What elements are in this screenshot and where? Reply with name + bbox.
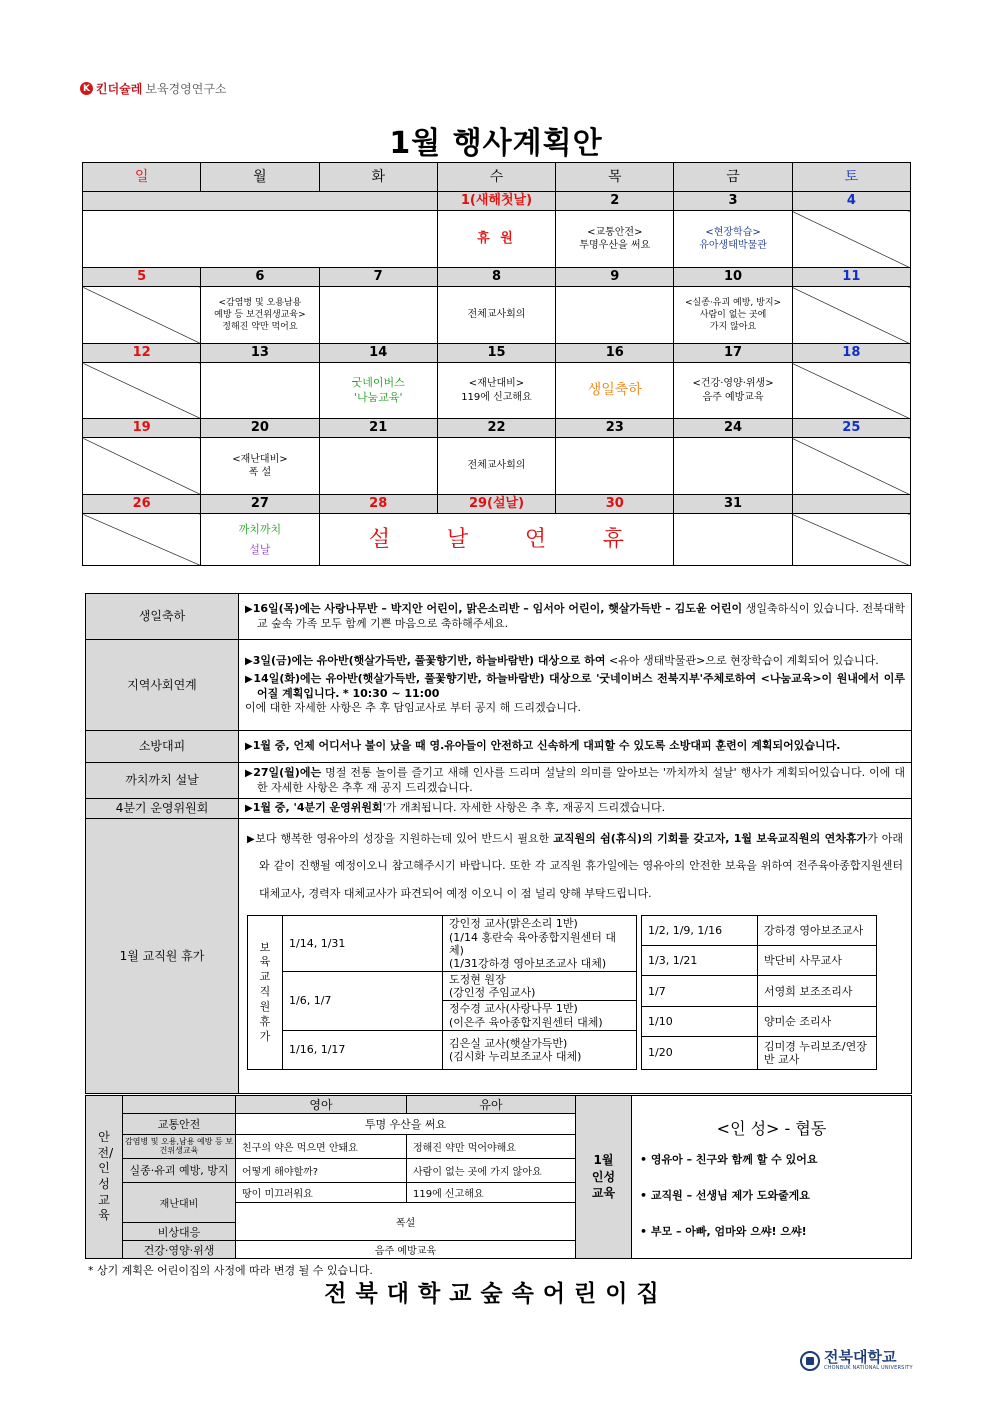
date-4: 4 [792,192,910,211]
col-child: 유아 [407,1096,576,1114]
page-title: 1월 행사계획안 [389,126,603,161]
staff-line: (강인정 주임교사) [449,986,536,1000]
university-logo [800,1350,913,1371]
arrow-icon: ▶ [245,655,253,667]
date-26: 26 [83,495,201,514]
event-text: 설날 [249,542,271,556]
col-infant: 영아 [236,1096,407,1114]
vacation-date: 1/10 [642,1007,758,1037]
university-emblem-icon [800,1351,820,1371]
calendar-table [82,162,911,566]
staff-line: 도정현 원장 [449,973,506,987]
date-8: 8 [437,268,555,287]
date-17: 17 [674,344,792,363]
event-text: 음주 예방교육 [702,391,764,403]
weekday-thu: 목 [556,163,674,192]
community-p1-bold: 3일(금)에는 유아반(햇살가득반, 풀꽃향기반, 하늘바람반) 대상으로 하여 [252,653,606,667]
date-9: 9 [556,268,674,287]
empty-cell [674,438,792,495]
holiday-char: 설 [368,526,391,552]
logo-mark-icon: K [80,82,93,95]
diagonal-cell [83,438,201,495]
character-item-text: 영유아 – 친구와 함께 할 수 있어요 [650,1152,818,1166]
date-5: 5 [83,268,201,287]
vacation-vertical-label [248,916,283,1070]
fire-desc: 1월 중, 언제 어디서나 불이 났을 때 영.유아들이 안전하고 신속하게 대피할 수 있도록 소방대피 훈련이 계획되어있습니다. [252,739,841,753]
staff-line: (1/14 홍란숙 육아종합지원센터 대체) [449,930,616,957]
row-text: 투명 우산을 써요 [236,1114,576,1135]
date-12: 12 [83,344,201,363]
date-20: 20 [201,419,319,438]
character-item: • 영유아 – 친구와 함께 할 수 있어요 [640,1152,818,1166]
character-item: • 부모 – 아빠, 엄마와 으쌰! 으쌰! [640,1224,807,1238]
committee-text [239,799,912,819]
date-7: 7 [319,268,437,287]
row-text: 정해진 약만 먹어야해요 [407,1135,576,1159]
event-teacher-meeting: 전체교사회의 [437,287,555,344]
event-birthday: 생일축하 [556,363,674,419]
row-text: 어떻게 해야할까? [236,1159,407,1183]
event-label: 예방 등 보건위생교육> [214,309,306,320]
fire-text [239,731,912,763]
vacation-staff [443,1001,637,1030]
vacation-date: 1/3, 1/21 [642,946,758,976]
safety-side-label [86,1096,123,1259]
vacation-vlabel: 보육교직원휴가 [259,940,271,1043]
week1-empty-date [83,192,438,211]
event-traffic-safety [556,211,674,268]
character-item: • 교직원 – 선생님 제가 도와줄게요 [640,1188,810,1202]
event-missing-prevention [674,287,792,344]
vacation-label: 1월 교직원 휴가 [86,818,239,1093]
vacation-staff: 양미순 조리사 [758,1007,877,1037]
university-name-en: CHONBUK NATIONAL UNIVERSITY [824,1365,913,1371]
event-label: <실종·유괴 예방, 방지> [685,297,782,308]
arrow-icon: ▶ [247,833,256,845]
event-label: <재난대비> [232,453,288,465]
date-14: 14 [319,344,437,363]
date-29: 29(설날) [437,495,555,514]
event-text: 투명우산을 써요 [579,240,651,251]
event-text: 119에 신고해요 [461,391,532,403]
date-24: 24 [674,419,792,438]
date-16: 16 [556,344,674,363]
info-table [85,593,912,1094]
diagonal-cell [83,363,201,419]
weekday-fri: 금 [674,163,792,192]
arrow-icon: ▶ [245,767,254,779]
date-30: 30 [556,495,674,514]
vacation-date: 1/2, 1/9, 1/16 [642,916,758,946]
diagonal-cell [792,211,910,268]
event-text: 유아생태박물관 [699,240,767,251]
holiday-char: 휴 [602,526,625,552]
staff-line: 김은실 교사(햇살가득반) [449,1036,568,1050]
empty-cell [319,438,437,495]
vacation-left-table [247,915,637,1070]
row-label: 실종·유괴 예방, 방지 [123,1159,236,1183]
date-22: 22 [437,419,555,438]
brand-logo [80,80,227,97]
event-text: 정해진 약만 먹어요 [222,322,298,333]
row-label: 교통안전 [123,1114,236,1135]
date-13: 13 [201,344,319,363]
weekday-wed: 수 [437,163,555,192]
character-content [632,1096,912,1259]
arrow-icon: ▶ [245,741,253,753]
row-text: 친구의 약은 먹으면 안돼요 [236,1135,407,1159]
diagonal-cell [792,287,910,344]
vacation-staff: 김미경 누리보조/연장반 교사 [758,1037,877,1070]
date-2: 2 [556,192,674,211]
row-text: 음주 예방교육 [236,1241,576,1259]
community-p1: <유아 생태박물관>으로 현장학습이 계획되어 있습니다. [609,653,879,667]
week1-empty [83,211,438,268]
event-teacher-meeting: 전체교사회의 [437,438,555,495]
vacation-content [239,818,912,1093]
event-label: <재난대비> [468,378,525,389]
vacation-right-table [641,915,877,1070]
staff-line: (1/31강하경 영아보조교사 대체) [449,956,607,970]
weekday-tue: 화 [319,163,437,192]
event-text: 사람이 없는 곳에 [699,309,767,320]
row-label: 재난대비 [123,1183,236,1223]
logo-brand: 킨더슐레 [96,82,143,96]
blank-header [123,1096,236,1114]
event-field-trip [674,211,792,268]
diagonal-cell [83,514,201,566]
event-sharing-education [319,363,437,419]
newyear-text [239,763,912,799]
safety-side-text: 안전/인성교육 [97,1130,114,1223]
weekday-sat: 토 [792,163,910,192]
vacation-staff [443,1030,637,1069]
birthday-text [239,594,912,640]
date-23: 23 [556,419,674,438]
empty-cell [319,287,437,344]
date-31: 31 [674,495,792,514]
holiday-char: 날 [446,526,469,552]
weekday-mon: 월 [201,163,319,192]
row-label: 비상대응 [123,1223,236,1241]
vacation-desc [239,819,911,914]
diagonal-cell [83,287,201,344]
logo-rest: 보육경영연구소 [145,82,227,96]
community-label: 지역사회연계 [86,640,239,731]
birthday-names: 16일(목)에는 사랑나무반 – 박지안 어린이, 맑은소리반 – 임서아 어린이, 햇살가득반 – 김도윤 어린이 [252,601,743,615]
lunar-new-year-holiday [319,514,674,566]
date-1: 1(새해첫날) [437,192,555,211]
event-label: 까치까치 [238,522,282,536]
safety-table [85,1095,912,1259]
university-name: 전북대학교 [824,1348,897,1366]
date-25: 25 [792,419,910,438]
row-text: 땅이 미끄러워요 [236,1183,407,1203]
character-item-text: 부모 – 아빠, 엄마와 으쌰! 으쌰! [650,1224,807,1238]
newyear-date: 27일(월)에는 [253,765,322,779]
staff-line: 정수경 교사(사랑나무 1반) [449,1002,578,1016]
staff-line: (이은주 육아종합지원센터 대체) [449,1015,603,1029]
event-label: <현장학습> [705,226,761,238]
event-label: 굿네이버스 [351,375,405,389]
fire-label: 소방대피 [86,731,239,763]
community-text [239,640,912,731]
row-text: 사람이 없는 곳에 가지 않아요 [407,1159,576,1183]
empty-cell [674,514,792,566]
date-15: 15 [437,344,555,363]
vacation-t1: 보다 행복한 영유아의 성장을 지원하는데 있어 반드시 필요한 [255,831,550,845]
date-10: 10 [674,268,792,287]
event-label: <건강·영양·위생> [692,378,774,389]
vacation-staff: 서영희 보조조리사 [758,976,877,1007]
school-name: 전북대학교숲속어린이집 [324,1281,668,1307]
newyear-label: 까치까치 설날 [86,763,239,799]
arrow-icon: ▶ [245,673,254,685]
empty-cell [556,438,674,495]
vacation-tables [247,915,911,1070]
diagonal-cell [792,438,910,495]
row-text: 폭설 [236,1203,576,1241]
birthday-desc: 생일축하식이 있습니다. 전북대학교 숲속 가족 모두 함께 기쁜 마음으로 축하해주세요. [257,601,905,630]
character-label-cell [576,1096,632,1259]
event-holiday-closed: 휴 원 [437,211,555,268]
arrow-icon: ▶ [245,603,253,615]
empty-cell [556,287,674,344]
row-label: 감염병 및 오용,남용 예방 등 보건위생교육 [123,1135,236,1159]
date-21: 21 [319,419,437,438]
event-label: <감염병 및 오용남용 [218,297,302,308]
vacation-date: 1/20 [642,1037,758,1070]
staff-line: 강인정 교사(맑은소리 1반) [449,917,578,931]
date-18: 18 [792,344,910,363]
vacation-staff [443,916,637,972]
vacation-staff: 박단비 사무교사 [758,946,877,976]
community-p2-bold: 14일(화)에는 유아반(햇살가득반, 풀꽃향기반, 하늘바람반) 대상으로 '굿네이버스 전북지부'주체로하여 <나눔교육>이 원내에서 이루어질 계획입니다. [253,671,905,700]
empty-date [792,495,910,514]
vacation-staff [443,972,637,1001]
committee-label: 4분기 운영위원회 [86,799,239,819]
diagonal-cell [792,514,910,566]
event-new-year-festival [201,514,319,566]
community-time: * 10:30 ~ 11:00 [342,686,440,700]
footnote: * 상기 계획은 어린이집의 사정에 따라 변경 될 수 있습니다. [88,1264,373,1277]
event-text: 가지 않아요 [709,322,757,333]
vacation-date: 1/7 [642,976,758,1007]
birthday-label: 생일축하 [86,594,239,640]
event-health-nutrition [674,363,792,419]
date-27: 27 [201,495,319,514]
vacation-bold: 교직원의 쉼(휴식)의 기회를 갖고자, 1월 보육교직원의 연차휴가 [553,831,868,845]
event-disaster-119 [437,363,555,419]
vacation-date: 1/14, 1/31 [283,916,443,972]
vacation-date: 1/16, 1/17 [283,1030,443,1069]
character-item-text: 교직원 – 선생님 제가 도와줄게요 [650,1188,810,1202]
committee-bold: 1월 중, '4분기 운영위원회 [252,801,383,814]
character-label: 1월 인성 교육 [591,1152,616,1201]
date-11: 11 [792,268,910,287]
date-3: 3 [674,192,792,211]
event-snow-disaster [201,438,319,495]
date-6: 6 [201,268,319,287]
vacation-date: 1/6, 1/7 [283,972,443,1031]
row-text: 119에 신고해요 [407,1183,576,1203]
empty-cell [201,363,319,419]
event-text: '나눔교육' [353,390,403,404]
event-text: 폭 설 [248,467,272,478]
vacation-t2: 가 아래와 같이 진행될 예정이오니 참고해주시기 바랍니다. 또한 각 교직원 휴가일에는 영유아의 안전한 보육을 위하여 전주육아종합지원센터 대체교사, 경력자 대체교사가 파견되어 예정 이오니 이 점 널리 양해 부탁드립니다. [259,831,904,900]
newyear-desc: 명절 전통 놀이를 즐기고 새해 인사를 드리며 설날의 의미를 알아보는 '까치까치 설날' 행사가 계획되어있습니다. 이에 대한 자세한 사항은 추후 재 공지 드리겠습니다. [257,765,905,794]
event-health-education [201,287,319,344]
weekday-sun: 일 [83,163,201,192]
date-28: 28 [319,495,437,514]
event-label: <교통안전> [587,226,643,238]
date-19: 19 [83,419,201,438]
vacation-staff: 강하경 영아보조교사 [758,916,877,946]
committee-desc: '가 개최됩니다. 자세한 사항은 추 후, 재공지 드리겠습니다. [382,801,666,814]
staff-line: (김시화 누리보조교사 대체) [449,1049,582,1063]
character-title: <인 성> - 협동 [716,1118,827,1138]
community-p3: 이에 대한 자세한 사항은 추 후 담임교사로 부터 공지 해 드리겠습니다. [245,701,581,715]
diagonal-cell [792,363,910,419]
row-label: 건강·영양·위생 [123,1241,236,1259]
arrow-icon: ▶ [245,803,253,814]
holiday-char: 연 [524,526,547,552]
